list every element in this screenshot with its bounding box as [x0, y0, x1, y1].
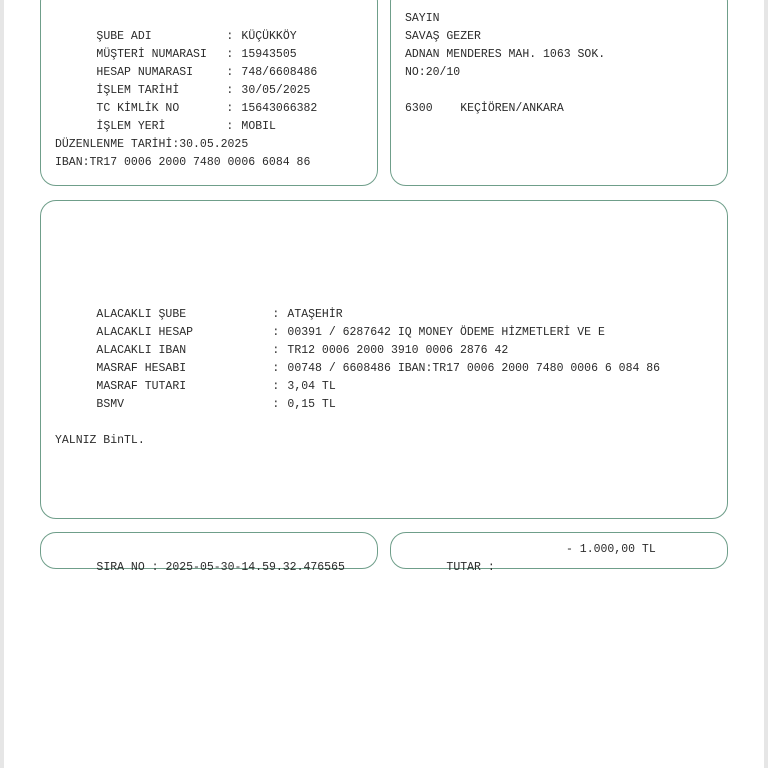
salutation: SAYIN — [405, 12, 440, 25]
info-value: 30/05/2025 — [241, 84, 311, 97]
info-label: İŞLEM TARİHİ — [96, 84, 180, 97]
recipient-address-box — [390, 0, 728, 186]
info-row-tc-id: TC KİMLİK NO : 15643066382 — [55, 82, 317, 100]
amount-label: TUTAR — [446, 561, 481, 574]
sequence-label: SIRA NO — [96, 561, 145, 574]
detail-row-beneficiary-account: ALACAKLI HESAP : 00391 / 6287642 IQ MONEY ÖDEME HİZMETLERİ VE E — [55, 306, 605, 324]
detail-value: ATAŞEHİR — [287, 308, 343, 321]
info-label: TC KİMLİK NO — [96, 102, 180, 115]
address-line-2: NO:20/10 — [405, 66, 461, 79]
receipt-page — [4, 0, 764, 768]
detail-value: 00748 / 6608486 IBAN:TR17 0006 2000 7480 0006 6 084 86 — [287, 362, 661, 375]
detail-label: MASRAF HESABI — [96, 362, 187, 375]
account-info-box — [40, 0, 378, 186]
info-row-account-number: HESAP NUMARASI : 748/6608486 — [55, 46, 317, 64]
detail-value: TR12 0006 2000 3910 0006 2876 42 — [287, 344, 509, 357]
sequence-number-box — [40, 532, 378, 574]
detail-value: 00391 / 6287642 IQ MONEY ÖDEME HİZMETLERİ VE E — [287, 326, 605, 339]
info-label: HESAP NUMARASI — [96, 66, 194, 79]
issue-date: DÜZENLENME TARİHİ:30.05.2025 — [55, 138, 249, 151]
detail-row-fee-account: MASRAF HESABI : 00748 / 6608486 IBAN:TR17 0006 2000 7480 0006 6 084 86 — [55, 342, 660, 360]
info-value: 748/6608486 — [241, 66, 318, 79]
detail-row-fee-amount: MASRAF TUTARI : 3,04 TL — [55, 360, 336, 378]
info-label: İŞLEM YERİ — [96, 120, 166, 133]
sequence-value: 2025-05-30-14.59.32.476565 — [165, 561, 345, 574]
detail-value: 0,15 TL — [287, 398, 336, 411]
account-iban: IBAN:TR17 0006 2000 7480 0006 6084 86 — [55, 156, 311, 169]
amount-in-words: YALNIZ BinTL. — [55, 434, 145, 447]
info-value: KÜÇÜKKÖY — [241, 30, 297, 43]
amount-box — [390, 532, 728, 574]
info-value: 15943505 — [241, 48, 297, 61]
detail-value: 3,04 TL — [287, 380, 336, 393]
info-value: 15643066382 — [241, 102, 318, 115]
detail-row-bsmv: BSMV : 0,15 TL — [55, 378, 336, 396]
detail-label: ALACAKLI ŞUBE — [96, 308, 187, 321]
info-label: MÜŞTERİ NUMARASI — [96, 48, 207, 61]
detail-row-beneficiary-iban: ALACAKLI IBAN : TR12 0006 2000 3910 0006 2876 42 — [55, 324, 508, 342]
detail-label: ALACAKLI HESAP — [96, 326, 194, 339]
info-row-transaction-date: İŞLEM TARİHİ : 30/05/2025 — [55, 64, 310, 82]
amount-value: - 1.000,00 TL — [566, 543, 656, 556]
recipient-name: SAVAŞ GEZER — [405, 30, 481, 43]
info-row-branch: ŞUBE ADI : KÜÇÜKKÖY — [55, 10, 297, 28]
detail-label: BSMV — [96, 398, 125, 411]
transaction-details-box — [40, 200, 728, 519]
info-label: ŞUBE ADI — [96, 30, 152, 43]
sequence-number: SIRA NO : 2025-05-30-14.59.32.476565 — [96, 561, 345, 574]
info-row-customer-number: MÜŞTERİ NUMARASI : 15943505 — [55, 28, 297, 46]
city-line: 6300 KEÇİÖREN/ANKARA — [405, 102, 564, 115]
detail-label: MASRAF TUTARI — [96, 380, 187, 393]
address-line-1: ADNAN MENDERES MAH. 1063 SOK. — [405, 48, 606, 61]
info-row-transaction-place: İŞLEM YERİ : MOBIL — [55, 100, 276, 118]
detail-row-beneficiary-branch: ALACAKLI ŞUBE : ATAŞEHİR — [55, 288, 343, 306]
info-value: MOBIL — [241, 120, 276, 133]
amount-label-row: TUTAR : — [446, 561, 495, 574]
detail-label: ALACAKLI IBAN — [96, 344, 187, 357]
